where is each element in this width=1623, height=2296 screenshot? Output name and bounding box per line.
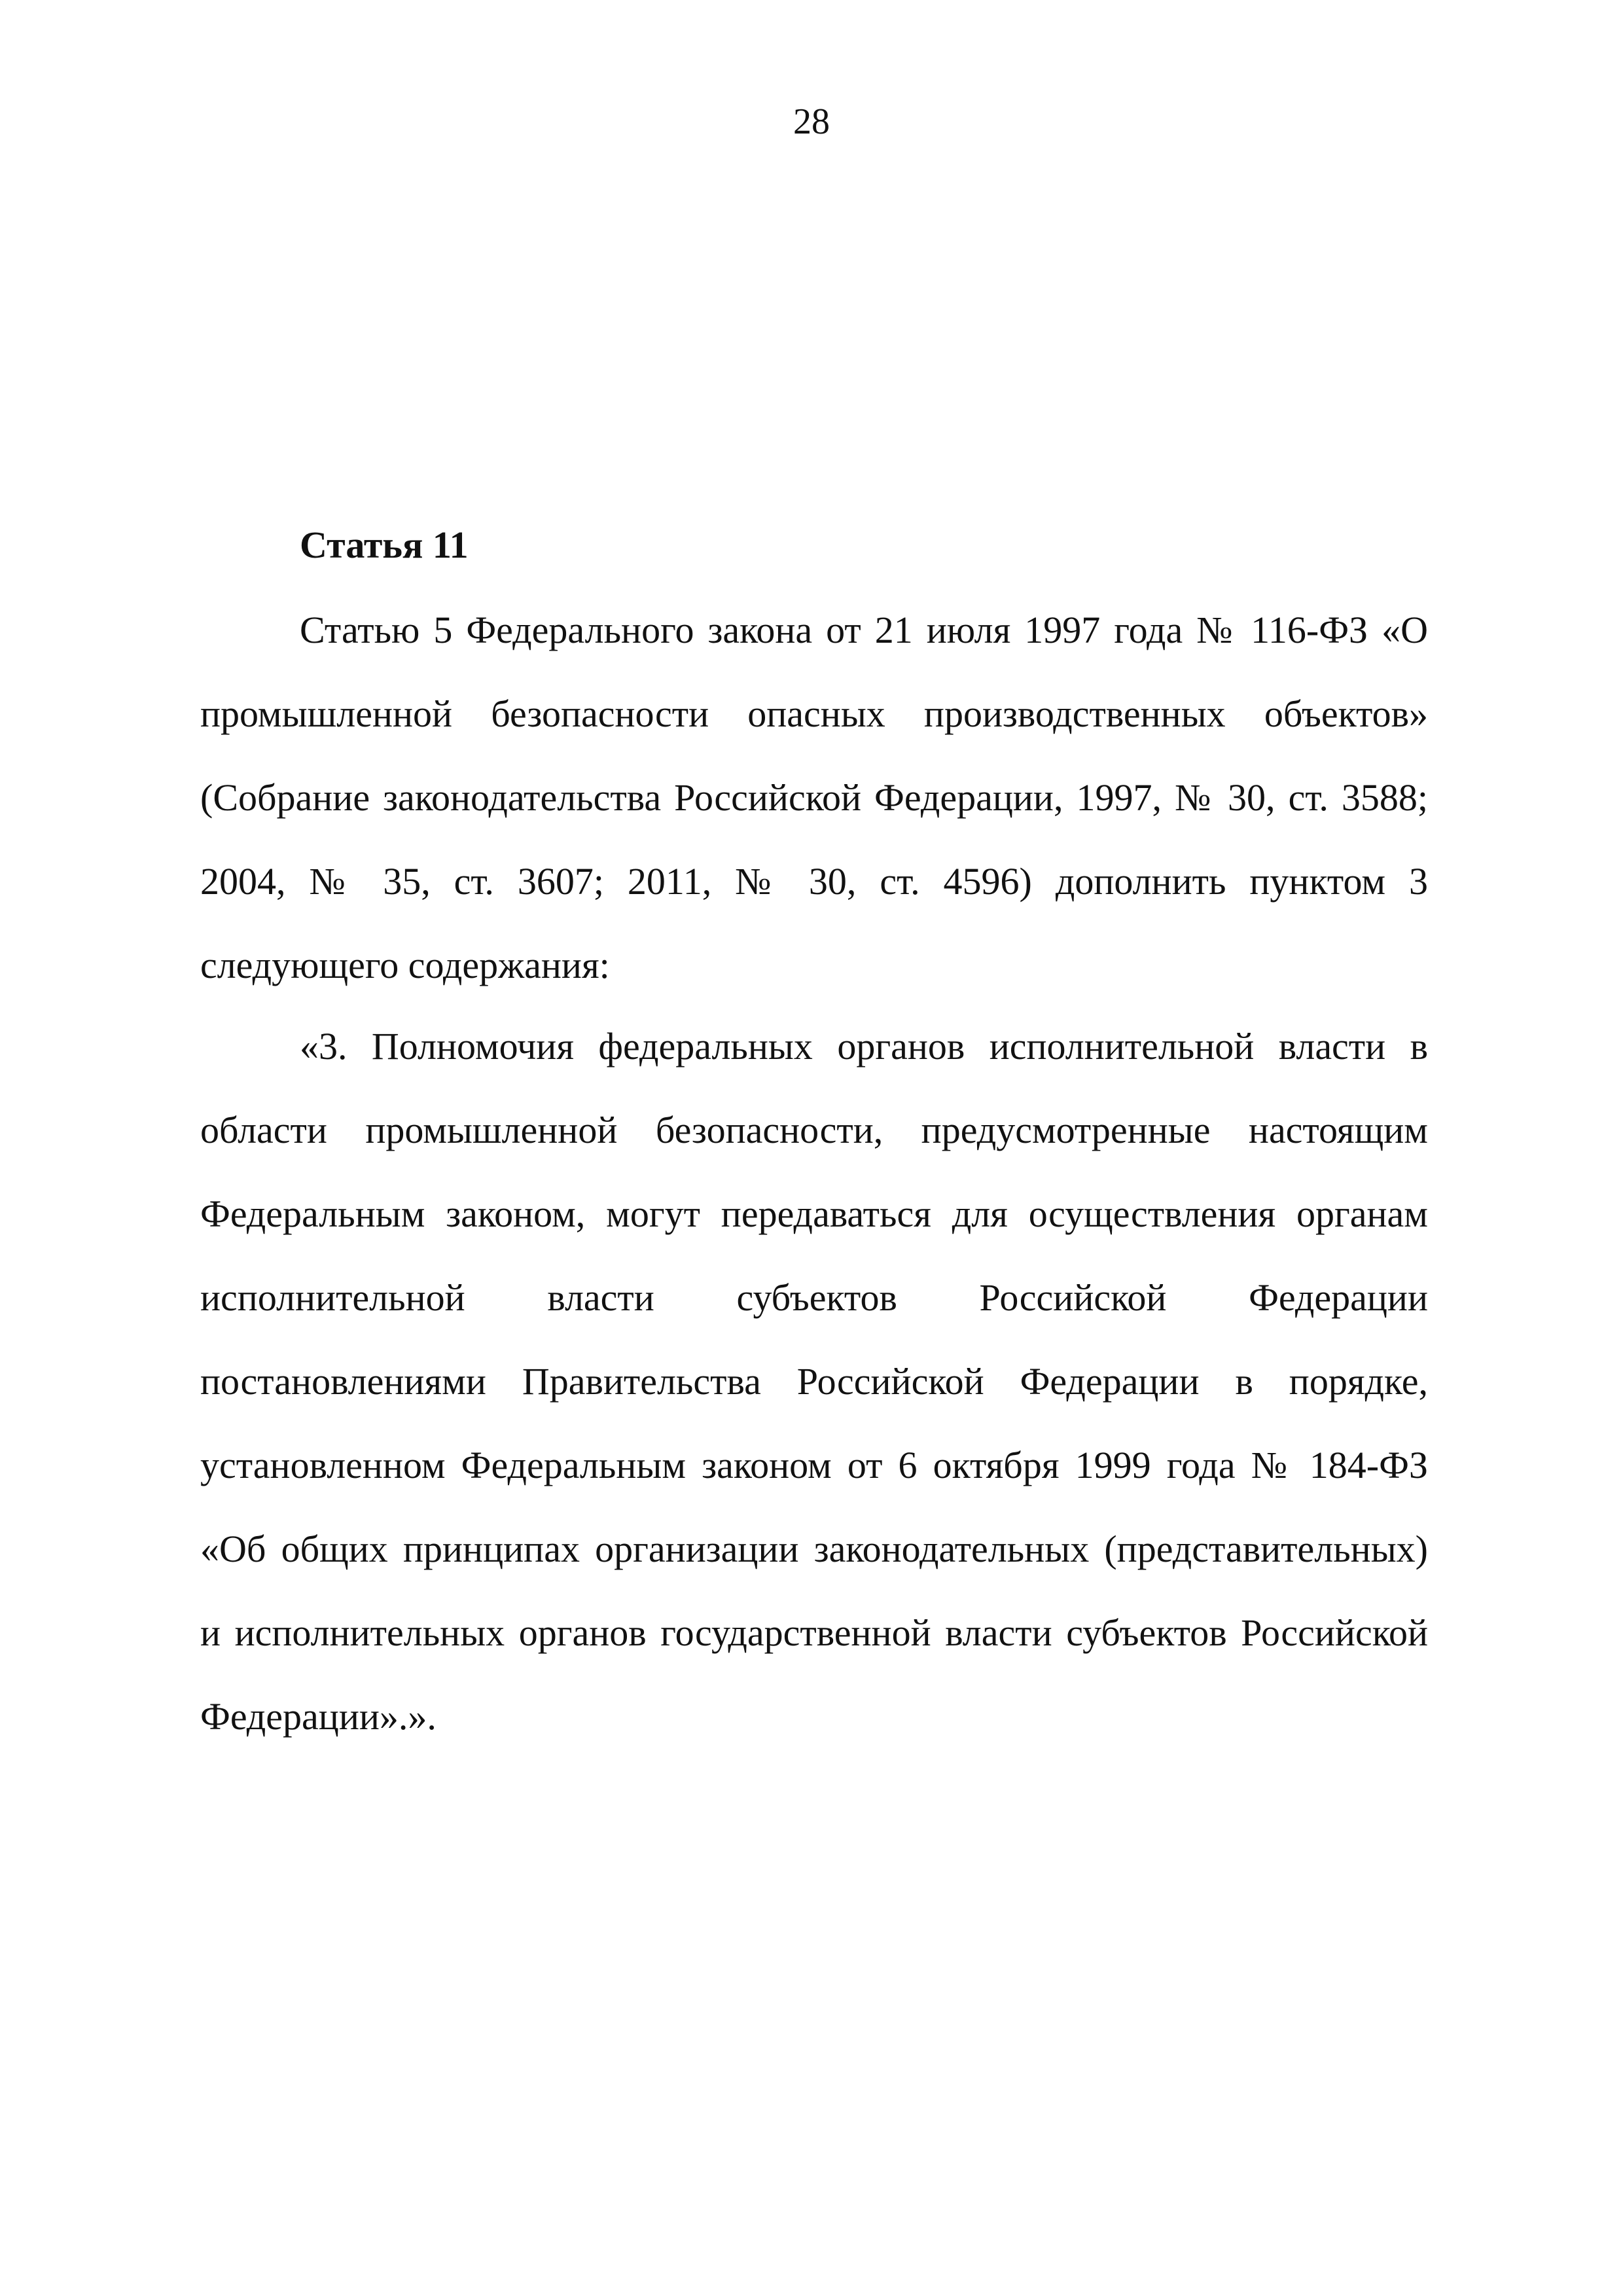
article-paragraph-2: [200, 1005, 1428, 1759]
page-number: 28: [793, 101, 830, 142]
paragraph-text: «3. Полномочия федеральных органов исполнительной власти в области промышленной безопасности, предусмотренные настоящим Федеральным законом, могут передаваться для осуществления органам исполнительной власти субъектов Российской Федерации постановлениями Правительства Российской Федерации в порядке, установленном Федеральным законом от 6 октября 1999 года № 184-ФЗ «Об общих принципах организации законодательных (представительных) и исполнительных органов государственной власти субъектов Российской Федерации».».: [200, 1025, 1428, 1738]
article-paragraph-1: [200, 588, 1428, 1007]
article-heading: Статья 11: [300, 524, 469, 566]
paragraph-text: Статью 5 Федерального закона от 21 июля 1997 года № 116-ФЗ «О промышленной безопасности опасных производственных объектов» (Собрание законодательства Российской Федерации, 1997, № 30, ст. 3588; 2004, № 35, ст. 3607; 2011, № 30, ст. 4596) дополнить пунктом 3 следующего содержания:: [200, 609, 1428, 986]
